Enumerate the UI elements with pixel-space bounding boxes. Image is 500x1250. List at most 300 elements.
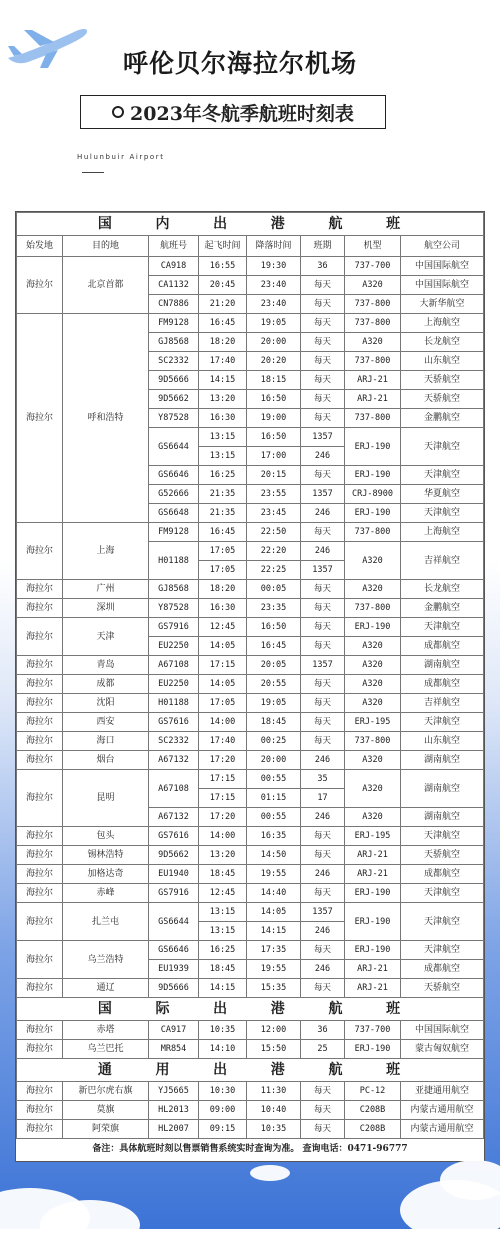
origin-cell: 海拉尔	[17, 846, 63, 865]
arrival-time: 12:00	[247, 1021, 301, 1040]
departure-time: 17:20	[199, 751, 247, 770]
aircraft-type: A320	[345, 542, 401, 580]
origin-cell: 海拉尔	[17, 827, 63, 846]
operating-days: 36	[301, 1021, 345, 1040]
destination-cell: 青岛	[63, 656, 149, 675]
origin-cell: 海拉尔	[17, 523, 63, 580]
airline: 中国国际航空	[401, 1021, 484, 1040]
operating-days: 每天	[301, 675, 345, 694]
destination-cell: 阿荣旗	[63, 1120, 149, 1139]
flight-number: GS7616	[149, 827, 199, 846]
arrival-time: 18:15	[247, 371, 301, 390]
section-title-text: 通 用 出 港 航 班	[97, 1062, 403, 1078]
flight-number: GS6644	[149, 428, 199, 466]
destination-cell: 烟台	[63, 751, 149, 770]
arrival-time: 14:40	[247, 884, 301, 903]
arrival-time: 10:40	[247, 1101, 301, 1120]
flight-number: CA1132	[149, 276, 199, 295]
origin-cell: 海拉尔	[17, 675, 63, 694]
aircraft-type: 737-800	[345, 295, 401, 314]
arrival-time: 20:00	[247, 751, 301, 770]
arrival-time: 20:15	[247, 466, 301, 485]
airline: 内蒙古通用航空	[401, 1120, 484, 1139]
aircraft-type: A320	[345, 276, 401, 295]
departure-time: 21:20	[199, 295, 247, 314]
destination-cell: 海口	[63, 732, 149, 751]
table-row	[17, 1021, 484, 1040]
operating-days: 每天	[301, 466, 345, 485]
flight-number: HL2007	[149, 1120, 199, 1139]
origin-cell: 海拉尔	[17, 257, 63, 314]
departure-time: 16:25	[199, 466, 247, 485]
table-row	[17, 827, 484, 846]
arrival-time: 18:45	[247, 713, 301, 732]
flight-number: GS7616	[149, 713, 199, 732]
operating-days: 每天	[301, 637, 345, 656]
aircraft-type: ARJ-21	[345, 960, 401, 979]
operating-days: 每天	[301, 409, 345, 428]
departure-time: 09:00	[199, 1101, 247, 1120]
schedule-title: 2023年冬航季航班时刻表	[130, 102, 354, 125]
section-title-text: 国 内 出 港 航 班	[97, 216, 403, 232]
flight-number: HL2013	[149, 1101, 199, 1120]
operating-days: 1357	[301, 903, 345, 922]
departure-time: 20:45	[199, 276, 247, 295]
arrival-time: 23:35	[247, 599, 301, 618]
airline: 天津航空	[401, 466, 484, 485]
operating-days: 每天	[301, 1101, 345, 1120]
aircraft-type: ERJ-190	[345, 618, 401, 637]
section-title	[17, 213, 484, 236]
aircraft-type: 737-700	[345, 1021, 401, 1040]
flight-number: A67108	[149, 770, 199, 808]
arrival-time: 11:30	[247, 1082, 301, 1101]
arrival-time: 19:55	[247, 960, 301, 979]
operating-days: 每天	[301, 276, 345, 295]
airline: 湖南航空	[401, 770, 484, 808]
airline: 湖南航空	[401, 656, 484, 675]
destination-cell: 乌兰浩特	[63, 941, 149, 979]
section-title	[17, 998, 484, 1021]
table-row	[17, 1082, 484, 1101]
arrival-time: 10:35	[247, 1120, 301, 1139]
operating-days: 246	[301, 960, 345, 979]
departure-time: 21:35	[199, 504, 247, 523]
operating-days: 每天	[301, 941, 345, 960]
aircraft-type: ARJ-21	[345, 846, 401, 865]
destination-cell: 赤峰	[63, 884, 149, 903]
airline: 金鹏航空	[401, 599, 484, 618]
schedule-title-box	[80, 95, 386, 129]
departure-time: 14:05	[199, 675, 247, 694]
departure-time: 17:05	[199, 542, 247, 561]
aircraft-type: PC-12	[345, 1082, 401, 1101]
airline: 长龙航空	[401, 333, 484, 352]
origin-cell: 海拉尔	[17, 751, 63, 770]
origin-cell: 海拉尔	[17, 884, 63, 903]
origin-cell: 海拉尔	[17, 1082, 63, 1101]
arrival-time: 23:40	[247, 276, 301, 295]
destination-cell: 包头	[63, 827, 149, 846]
operating-days: 35	[301, 770, 345, 789]
origin-cell: 海拉尔	[17, 732, 63, 751]
aircraft-type: C208B	[345, 1120, 401, 1139]
aircraft-type: ARJ-21	[345, 390, 401, 409]
origin-cell: 海拉尔	[17, 1101, 63, 1120]
departure-time: 18:20	[199, 333, 247, 352]
aircraft-type: ARJ-21	[345, 865, 401, 884]
flight-number: A67132	[149, 751, 199, 770]
origin-cell: 海拉尔	[17, 713, 63, 732]
arrival-time: 19:05	[247, 314, 301, 333]
operating-days: 17	[301, 789, 345, 808]
flight-number: EU1939	[149, 960, 199, 979]
flight-number: SC2332	[149, 732, 199, 751]
departure-time: 12:45	[199, 884, 247, 903]
airline: 成都航空	[401, 637, 484, 656]
aircraft-type: A320	[345, 694, 401, 713]
arrival-time: 19:05	[247, 694, 301, 713]
operating-days: 246	[301, 751, 345, 770]
table-row	[17, 770, 484, 789]
arrival-time: 14:50	[247, 846, 301, 865]
arrival-time: 17:00	[247, 447, 301, 466]
departure-time: 09:15	[199, 1120, 247, 1139]
aircraft-type: ERJ-195	[345, 713, 401, 732]
operating-days: 每天	[301, 333, 345, 352]
airline: 天津航空	[401, 713, 484, 732]
section-header-row	[17, 1059, 484, 1082]
airline: 蒙古匈奴航空	[401, 1040, 484, 1059]
arrival-time: 19:55	[247, 865, 301, 884]
column-header: 航空公司	[401, 236, 484, 257]
airline: 中国国际航空	[401, 276, 484, 295]
destination-cell: 呼和浩特	[63, 314, 149, 523]
operating-days: 246	[301, 504, 345, 523]
column-header: 机型	[345, 236, 401, 257]
arrival-time: 00:05	[247, 580, 301, 599]
table-row	[17, 903, 484, 922]
cloud-decoration	[250, 1165, 290, 1181]
airline: 金鹏航空	[401, 409, 484, 428]
arrival-time: 20:00	[247, 333, 301, 352]
origin-cell: 海拉尔	[17, 1120, 63, 1139]
aircraft-type: A320	[345, 580, 401, 599]
subtitle-divider	[82, 172, 104, 173]
departure-time: 14:00	[199, 713, 247, 732]
airline: 内蒙古通用航空	[401, 1101, 484, 1120]
column-header: 降落时间	[247, 236, 301, 257]
operating-days: 每天	[301, 599, 345, 618]
origin-cell: 海拉尔	[17, 618, 63, 656]
destination-cell: 成都	[63, 675, 149, 694]
flight-number: 9D5666	[149, 371, 199, 390]
airline: 大新华航空	[401, 295, 484, 314]
circle-bullet-icon	[112, 106, 124, 118]
departure-time: 17:15	[199, 789, 247, 808]
aircraft-type: ERJ-190	[345, 903, 401, 941]
departure-time: 13:15	[199, 903, 247, 922]
operating-days: 1357	[301, 485, 345, 504]
airline: 上海航空	[401, 314, 484, 333]
table-row	[17, 846, 484, 865]
operating-days: 36	[301, 257, 345, 276]
airline: 天骄航空	[401, 979, 484, 998]
departure-time: 16:45	[199, 314, 247, 333]
origin-cell: 海拉尔	[17, 770, 63, 827]
origin-cell: 海拉尔	[17, 1021, 63, 1040]
flight-number: GS7916	[149, 884, 199, 903]
column-header: 目的地	[63, 236, 149, 257]
arrival-time: 14:15	[247, 922, 301, 941]
airline: 长龙航空	[401, 580, 484, 599]
flight-number: SC2332	[149, 352, 199, 371]
origin-cell: 海拉尔	[17, 314, 63, 523]
operating-days: 每天	[301, 352, 345, 371]
departure-time: 18:45	[199, 865, 247, 884]
arrival-time: 16:50	[247, 618, 301, 637]
airline: 天津航空	[401, 504, 484, 523]
arrival-time: 14:05	[247, 903, 301, 922]
departure-time: 13:20	[199, 846, 247, 865]
airline: 中国国际航空	[401, 257, 484, 276]
departure-time: 14:10	[199, 1040, 247, 1059]
airline: 山东航空	[401, 732, 484, 751]
flight-number: CN7886	[149, 295, 199, 314]
arrival-time: 00:25	[247, 732, 301, 751]
aircraft-type: 737-800	[345, 314, 401, 333]
origin-cell: 海拉尔	[17, 656, 63, 675]
operating-days: 每天	[301, 732, 345, 751]
aircraft-type: A320	[345, 808, 401, 827]
departure-time: 14:00	[199, 827, 247, 846]
operating-days: 246	[301, 922, 345, 941]
departure-time: 14:15	[199, 979, 247, 998]
table-row	[17, 751, 484, 770]
destination-cell: 加格达奇	[63, 865, 149, 884]
operating-days: 每天	[301, 827, 345, 846]
operating-days: 每天	[301, 979, 345, 998]
table-row	[17, 675, 484, 694]
aircraft-type: C208B	[345, 1101, 401, 1120]
arrival-time: 16:45	[247, 637, 301, 656]
table-row	[17, 656, 484, 675]
aircraft-type: 737-700	[345, 257, 401, 276]
flight-number: CA917	[149, 1021, 199, 1040]
origin-cell: 海拉尔	[17, 865, 63, 884]
aircraft-type: ERJ-190	[345, 428, 401, 466]
destination-cell: 赤塔	[63, 1021, 149, 1040]
airline: 天津航空	[401, 827, 484, 846]
table-row	[17, 713, 484, 732]
flight-number: CA918	[149, 257, 199, 276]
arrival-time: 20:55	[247, 675, 301, 694]
operating-days: 每天	[301, 1082, 345, 1101]
table-row	[17, 979, 484, 998]
arrival-time: 23:40	[247, 295, 301, 314]
aircraft-type: A320	[345, 637, 401, 656]
airline: 吉祥航空	[401, 542, 484, 580]
arrival-time: 00:55	[247, 808, 301, 827]
airline: 天津航空	[401, 428, 484, 466]
flight-number: GJ8568	[149, 333, 199, 352]
departure-time: 16:25	[199, 941, 247, 960]
airplane-icon	[4, 18, 90, 72]
aircraft-type: ERJ-190	[345, 941, 401, 960]
origin-cell: 海拉尔	[17, 599, 63, 618]
arrival-time: 22:25	[247, 561, 301, 580]
flight-number: A67108	[149, 656, 199, 675]
destination-cell: 乌兰巴托	[63, 1040, 149, 1059]
departure-time: 13:15	[199, 428, 247, 447]
table-row	[17, 694, 484, 713]
flight-number: Y87528	[149, 409, 199, 428]
departure-time: 18:20	[199, 580, 247, 599]
aircraft-type: ERJ-190	[345, 466, 401, 485]
airline: 天津航空	[401, 618, 484, 637]
arrival-time: 15:35	[247, 979, 301, 998]
table-row	[17, 618, 484, 637]
flight-number: GS6646	[149, 941, 199, 960]
table-row	[17, 257, 484, 276]
table-row	[17, 580, 484, 599]
aircraft-type: ERJ-195	[345, 827, 401, 846]
operating-days: 每天	[301, 295, 345, 314]
origin-cell: 海拉尔	[17, 694, 63, 713]
operating-days: 每天	[301, 523, 345, 542]
aircraft-type: CRJ-8900	[345, 485, 401, 504]
column-header-row	[17, 236, 484, 257]
airline: 上海航空	[401, 523, 484, 542]
arrival-time: 20:05	[247, 656, 301, 675]
arrival-time: 16:35	[247, 827, 301, 846]
destination-cell: 西安	[63, 713, 149, 732]
origin-cell: 海拉尔	[17, 580, 63, 599]
departure-time: 14:05	[199, 637, 247, 656]
flight-number: YJ5665	[149, 1082, 199, 1101]
operating-days: 1357	[301, 428, 345, 447]
origin-cell: 海拉尔	[17, 1040, 63, 1059]
departure-time: 13:15	[199, 447, 247, 466]
table-row	[17, 599, 484, 618]
departure-time: 12:45	[199, 618, 247, 637]
arrival-time: 22:50	[247, 523, 301, 542]
operating-days: 每天	[301, 314, 345, 333]
airline: 成都航空	[401, 675, 484, 694]
section-header-row	[17, 213, 484, 236]
operating-days: 每天	[301, 846, 345, 865]
departure-time: 17:05	[199, 694, 247, 713]
departure-time: 16:55	[199, 257, 247, 276]
airline: 天津航空	[401, 884, 484, 903]
airline: 亚捷通用航空	[401, 1082, 484, 1101]
destination-cell: 扎兰屯	[63, 903, 149, 941]
operating-days: 1357	[301, 656, 345, 675]
column-header: 起飞时间	[199, 236, 247, 257]
destination-cell: 新巴尔虎右旗	[63, 1082, 149, 1101]
operating-days: 1357	[301, 561, 345, 580]
airline: 成都航空	[401, 865, 484, 884]
departure-time: 17:40	[199, 732, 247, 751]
flight-number: H01188	[149, 694, 199, 713]
operating-days: 每天	[301, 884, 345, 903]
airline: 天骄航空	[401, 846, 484, 865]
destination-cell: 莫旗	[63, 1101, 149, 1120]
origin-cell: 海拉尔	[17, 941, 63, 979]
origin-cell: 海拉尔	[17, 979, 63, 998]
flight-number: 9D5662	[149, 846, 199, 865]
departure-time: 17:40	[199, 352, 247, 371]
aircraft-type: 737-800	[345, 352, 401, 371]
departure-time: 10:35	[199, 1021, 247, 1040]
arrival-time: 23:55	[247, 485, 301, 504]
table-row	[17, 1120, 484, 1139]
airline: 湖南航空	[401, 751, 484, 770]
origin-cell: 海拉尔	[17, 903, 63, 941]
operating-days: 每天	[301, 694, 345, 713]
flight-number: 9D5666	[149, 979, 199, 998]
aircraft-type: A320	[345, 770, 401, 808]
destination-cell: 上海	[63, 523, 149, 580]
flight-number: GS6648	[149, 504, 199, 523]
operating-days: 246	[301, 542, 345, 561]
arrival-time: 17:35	[247, 941, 301, 960]
destination-cell: 昆明	[63, 770, 149, 827]
flight-number: GJ8568	[149, 580, 199, 599]
aircraft-type: A320	[345, 656, 401, 675]
section-header-row	[17, 998, 484, 1021]
table-row	[17, 941, 484, 960]
departure-time: 13:20	[199, 390, 247, 409]
arrival-time: 20:20	[247, 352, 301, 371]
departure-time: 16:30	[199, 599, 247, 618]
arrival-time: 22:20	[247, 542, 301, 561]
departure-time: 18:45	[199, 960, 247, 979]
footnote: 备注：具体航班时刻以售票销售系统实时查询为准。 查询电话：0471-96777	[92, 1144, 408, 1154]
cloud-decoration	[40, 1200, 140, 1250]
destination-cell: 天津	[63, 618, 149, 656]
arrival-time: 01:15	[247, 789, 301, 808]
departure-time: 13:15	[199, 922, 247, 941]
destination-cell: 深圳	[63, 599, 149, 618]
arrival-time: 00:55	[247, 770, 301, 789]
aircraft-type: 737-800	[345, 523, 401, 542]
airline: 成都航空	[401, 960, 484, 979]
airline: 山东航空	[401, 352, 484, 371]
flight-number: A67132	[149, 808, 199, 827]
flight-schedule-table	[15, 211, 485, 1162]
operating-days: 每天	[301, 580, 345, 599]
destination-cell: 沈阳	[63, 694, 149, 713]
aircraft-type: 737-800	[345, 732, 401, 751]
destination-cell: 通辽	[63, 979, 149, 998]
flight-number: GS7916	[149, 618, 199, 637]
flight-number: EU2250	[149, 637, 199, 656]
aircraft-type: ERJ-190	[345, 1040, 401, 1059]
operating-days: 246	[301, 865, 345, 884]
departure-time: 17:20	[199, 808, 247, 827]
airline: 湖南航空	[401, 808, 484, 827]
operating-days: 每天	[301, 713, 345, 732]
flight-number: EU2250	[149, 675, 199, 694]
departure-time: 17:05	[199, 561, 247, 580]
flight-number: 9D5662	[149, 390, 199, 409]
aircraft-type: ERJ-190	[345, 884, 401, 903]
destination-cell: 北京首都	[63, 257, 149, 314]
operating-days: 每天	[301, 371, 345, 390]
flight-number: GS6646	[149, 466, 199, 485]
departure-time: 17:15	[199, 770, 247, 789]
